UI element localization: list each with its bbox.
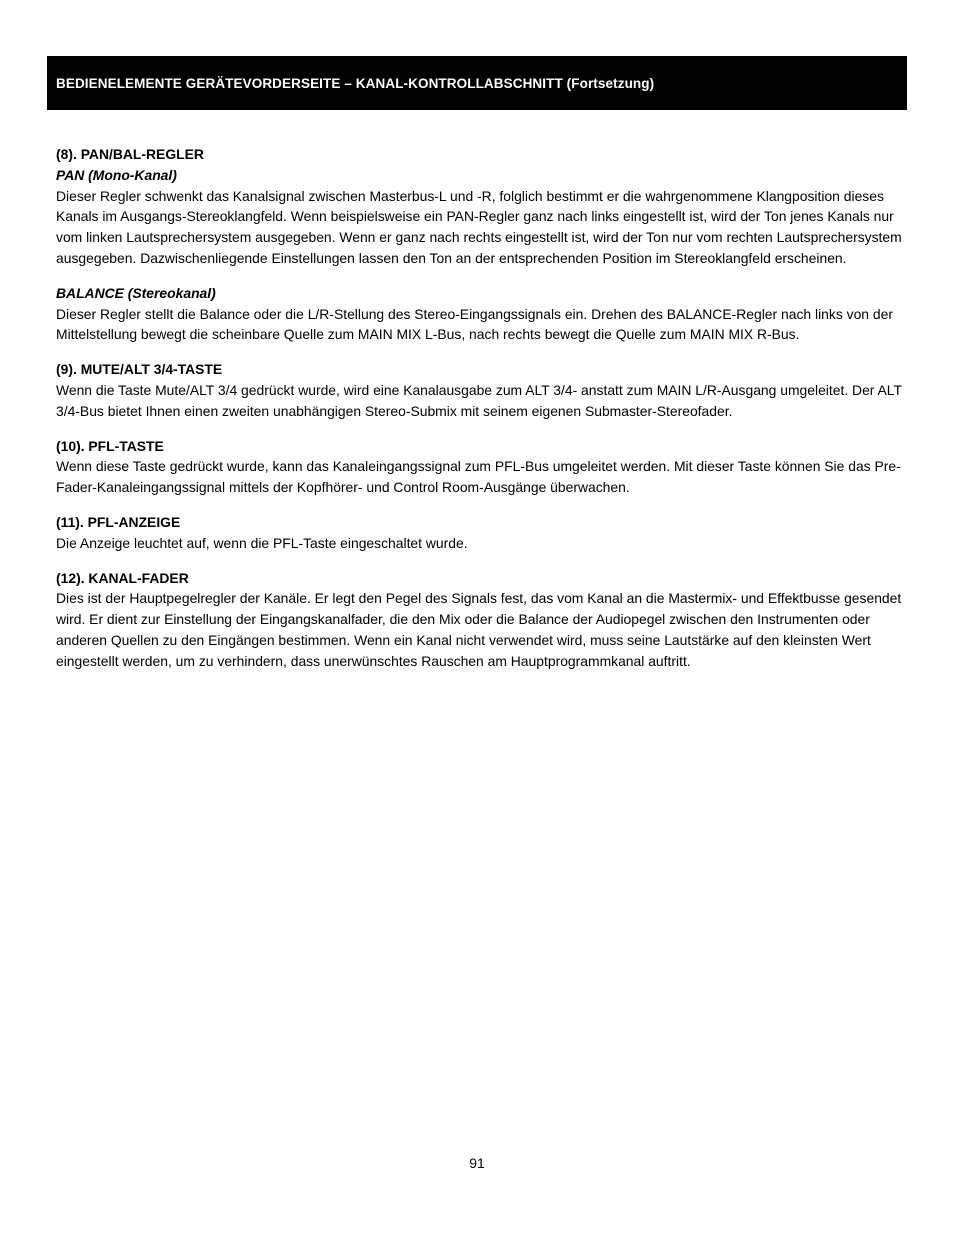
section-body: Wenn die Taste Mute/ALT 3/4 gedrückt wurde, wird eine Kanalausgabe zum ALT 3/4- anstatt zum MAIN L/R-Ausgang umgeleitet. Der ALT 3/4-Bus bietet Ihnen einen zweiten unabhängigen Stereo-Submix mit seinem eigenen Submaster-Stereofader. [56, 381, 902, 419]
section-body: Die Anzeige leuchtet auf, wenn die PFL-Taste eingeschaltet wurde. [56, 534, 468, 551]
section-title: (8). PAN/BAL-REGLER [56, 146, 204, 162]
section-body: Dieser Regler stellt die Balance oder die L/R-Stellung des Stereo-Eingangssignals ein. Drehen des BALANCE-Regler nach links von der Mittelstellung bewegt die scheinbare Quelle zum MAIN MIX L-Bus, nach rechts bewegt die Quelle zum MAIN MIX R-Bus. [56, 305, 893, 343]
section-body: Dies ist der Hauptpegelregler der Kanäle. Er legt den Pegel des Signals fest, das vom Kanal an die Mastermix- und Effektbusse gesendet wird. Er dient zur Einstellung der Eingangskanalfader, die den Mix oder die Balance der Audiopegel zwischen den Instrumenten oder anderen Quellen zu den Eingängen bestimmen. Wenn ein Kanal nicht verwendet wird, muss seine Lautstärke auf den kleinsten Wert eingestellt werden, um zu verhindern, dass unerwünschtes Rauschen am Hauptprogrammkanal auftritt. [56, 590, 902, 669]
section-title: (10). PFL-TASTE [56, 437, 164, 454]
section-body: Dieser Regler schwenkt das Kanalsignal zwischen Masterbus-L und -R, folglich bestimmt er die wahrgenommene Klangposition dieses Kanals im Ausgangs-Stereoklangfeld. Wenn beispielsweise ein PAN-Regler ganz nach links eingestellt ist, wird der Ton jenes Kanals nur vom linken Lautsprechersystem ausgegeben. Wenn er ganz nach rechts eingestellt ist, wird der Ton nur vom rechten Lautsprechersystem ausgegeben. Dazwischenliegende Einstellungen lassen den Ton an der entsprechenden Position im Stereoklangfeld erscheinen. [56, 187, 902, 266]
section-title: (9). MUTE/ALT 3/4-TASTE [56, 361, 223, 378]
section-balance-stereokanal [56, 283, 904, 345]
document-content [56, 144, 904, 686]
section-mute-alt-taste [56, 359, 904, 421]
page-number: 91 [469, 1155, 485, 1171]
section-title: (12). KANAL-FADER [56, 569, 189, 586]
section-body: Wenn diese Taste gedrückt wurde, kann das Kanaleingangssignal zum PFL-Bus umgeleitet werden. Mit dieser Taste können Sie das Pre-Fader-Kanaleingangssignal mittels der Kopfhörer- und Control Room-Ausgänge überwachen. [56, 458, 901, 496]
section-title: (11). PFL-ANZEIGE [56, 513, 181, 530]
section-subtitle: PAN (Mono-Kanal) [56, 166, 177, 183]
section-subtitle: BALANCE (Stereokanal) [56, 284, 216, 301]
section-pfl-taste [56, 436, 904, 498]
section-pan-bal-regler [56, 144, 904, 269]
section-pfl-anzeige [56, 512, 904, 554]
section-header-bar [47, 56, 907, 110]
section-kanal-fader [56, 568, 904, 672]
section-header-title: BEDIENELEMENTE GERÄTEVORDERSEITE – KANAL-KONTROLLABSCHNITT (Fortsetzung) [56, 75, 655, 91]
